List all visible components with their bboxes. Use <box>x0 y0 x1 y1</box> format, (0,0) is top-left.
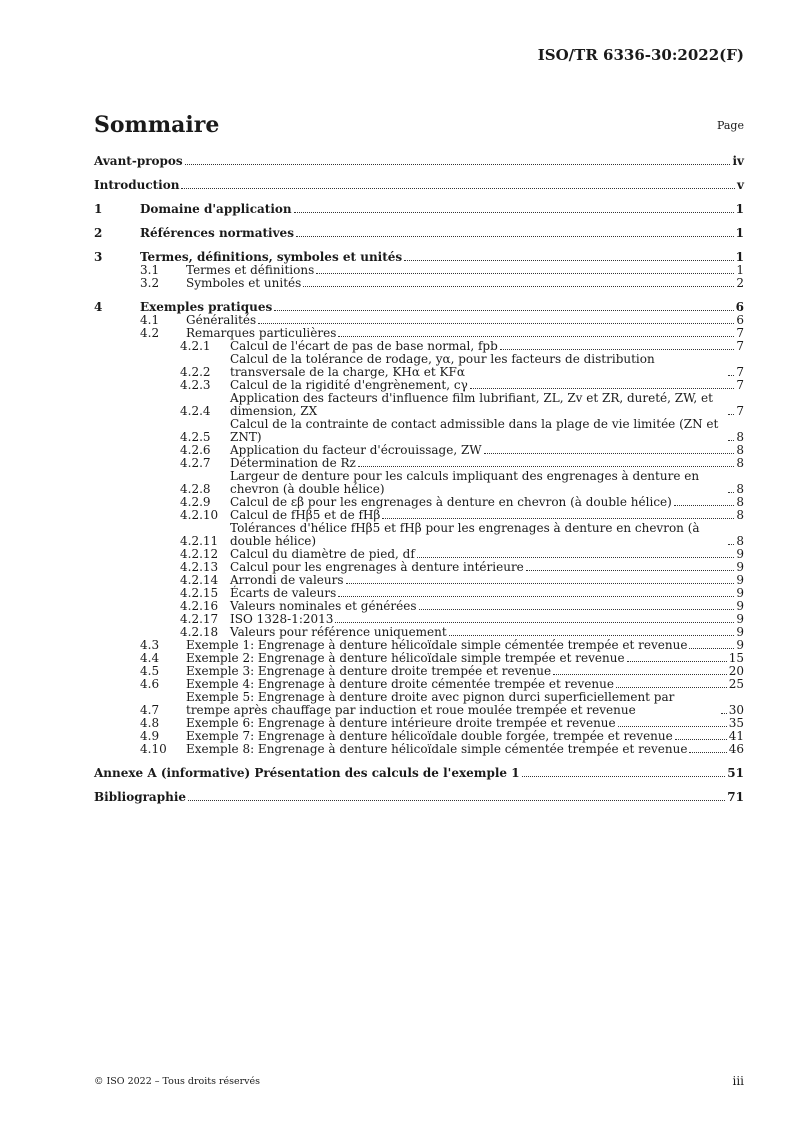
toc-page: 7 <box>736 404 744 418</box>
toc-number: 4.2.12 <box>180 547 219 561</box>
toc-page: 1 <box>736 263 744 277</box>
toc-label: Exemple 3: Engrenage à denture droite trempée et revenue <box>186 664 552 678</box>
toc-number: 4.2.1 <box>180 339 211 353</box>
toc-label: Valeurs nominales et générées <box>230 599 417 613</box>
toc-entry-avant-propos[interactable] <box>94 155 744 168</box>
toc-number: 4.9 <box>140 729 160 743</box>
toc-entry-4-7[interactable] <box>94 691 744 717</box>
toc-page: 9 <box>736 586 744 600</box>
toc-label: Largeur de denture pour les calculs impliquant des engrenages à denture en chevron (à double hélice) <box>230 469 700 496</box>
toc-number: 4.2.11 <box>180 534 219 548</box>
toc-page: 8 <box>736 443 744 457</box>
toc-label: Calcul de εβ pour les engrenages à denture en chevron (à double hélice) <box>230 495 672 509</box>
toc-page: 8 <box>736 508 744 522</box>
toc-number: 4.2.17 <box>180 612 219 626</box>
toc-entry-2[interactable] <box>94 227 744 240</box>
toc-number: 2 <box>94 226 103 240</box>
toc-page: 8 <box>736 534 744 548</box>
toc-number: 4.5 <box>140 664 160 678</box>
toc-label: Remarques particulières <box>186 326 337 340</box>
toc-label: Calcul pour les engrenages à denture intérieure <box>230 560 524 574</box>
toc-page: 71 <box>727 790 744 804</box>
toc-label: Symboles et unités <box>186 276 302 290</box>
toc-label: Arrondi de valeurs <box>230 573 344 587</box>
toc-entry-introduction[interactable] <box>94 179 744 192</box>
toc-number: 4.2.10 <box>180 508 219 522</box>
toc-entry-4-2-4[interactable] <box>94 392 744 418</box>
toc-label: Domaine d'application <box>140 202 292 216</box>
toc-number: 4 <box>94 300 103 314</box>
toc-page: 8 <box>736 495 744 509</box>
toc-page: 7 <box>736 365 744 379</box>
toc-number: 3.1 <box>140 263 160 277</box>
toc-page: 9 <box>736 599 744 613</box>
toc-page: 7 <box>736 339 744 353</box>
toc-number: 4.2.3 <box>180 378 211 392</box>
toc-page: 46 <box>728 742 744 756</box>
toc-label: Exemple 2: Engrenage à denture hélicoïdale simple trempée et revenue <box>186 651 625 665</box>
toc-number: 4.2.15 <box>180 586 219 600</box>
table-of-contents <box>94 155 744 804</box>
toc-label: Exemple 4: Engrenage à denture droite cémentée trempée et revenue <box>186 677 614 691</box>
toc-label: Valeurs pour référence uniquement <box>230 625 447 639</box>
toc-page: 30 <box>728 703 744 717</box>
page-number: iii <box>732 1074 744 1088</box>
toc-label: Écarts de valeurs <box>230 586 337 600</box>
toc-number: 4.2.13 <box>180 560 219 574</box>
copyright-notice: © ISO 2022 – Tous droits réservés <box>94 1076 261 1087</box>
toc-page: 1 <box>735 250 744 264</box>
toc-number: 3 <box>94 250 103 264</box>
page-title: Sommaire <box>94 112 220 138</box>
toc-number: 4.2.14 <box>180 573 219 587</box>
toc-number: 4.2.7 <box>180 456 211 470</box>
toc-page: v <box>737 178 744 192</box>
toc-number: 4.2.5 <box>180 430 211 444</box>
toc-page: 20 <box>728 664 744 678</box>
toc-label: Calcul de la rigidité d'engrènement, cγ <box>230 378 468 392</box>
toc-label: Exemples pratiques <box>140 300 273 314</box>
toc-label: Termes et définitions <box>186 263 315 277</box>
toc-number: 3.2 <box>140 276 160 290</box>
toc-page: 1 <box>735 202 744 216</box>
toc-label: Termes, définitions, symboles et unités <box>140 250 403 264</box>
toc-number: 4.7 <box>140 703 160 717</box>
toc-label: Calcul de la tolérance de rodage, yα, pour les facteurs de distribution transversale de la charge, KHα et KFα <box>230 352 655 379</box>
toc-number: 4.2.16 <box>180 599 219 613</box>
toc-page: 51 <box>727 766 744 780</box>
toc-page: iv <box>732 154 744 168</box>
toc-page: 8 <box>736 430 744 444</box>
toc-entry-annexe-a[interactable] <box>94 767 744 780</box>
toc-page: 7 <box>736 326 744 340</box>
document-id: ISO/TR 6336-30:2022(F) <box>537 46 744 64</box>
toc-number: 4.2.2 <box>180 365 211 379</box>
toc-number: 4.1 <box>140 313 160 327</box>
toc-page: 6 <box>735 300 744 314</box>
toc-label: Application des facteurs d'influence film lubrifiant, ZL, Zv et ZR, dureté, ZW, et dimension, ZX <box>230 391 713 418</box>
toc-entry-4-2-8[interactable] <box>94 470 744 496</box>
toc-page: 6 <box>736 313 744 327</box>
toc-page: 9 <box>736 638 744 652</box>
toc-label: Avant-propos <box>94 154 183 168</box>
toc-page: 9 <box>736 612 744 626</box>
toc-page: 8 <box>736 482 744 496</box>
toc-page: 9 <box>736 560 744 574</box>
toc-label: Exemple 1: Engrenage à denture hélicoïdale simple cémentée trempée et revenue <box>186 638 688 652</box>
toc-label: Introduction <box>94 178 180 192</box>
toc-entry-bibliographie[interactable] <box>94 791 744 804</box>
toc-page: 7 <box>736 378 744 392</box>
toc-number: 4.3 <box>140 638 160 652</box>
toc-entry-4-2-5[interactable] <box>94 418 744 444</box>
toc-number: 4.2.4 <box>180 404 211 418</box>
toc-number: 4.6 <box>140 677 160 691</box>
toc-number: 4.8 <box>140 716 160 730</box>
toc-page: 8 <box>736 456 744 470</box>
toc-page: 2 <box>736 276 744 290</box>
toc-label: Bibliographie <box>94 790 187 804</box>
toc-label: Calcul du diamètre de pied, df <box>230 547 415 561</box>
toc-number: 4.2.6 <box>180 443 211 457</box>
toc-label: Références normatives <box>140 226 294 240</box>
toc-label: ISO 1328-1:2013 <box>230 612 334 626</box>
toc-entry-1[interactable] <box>94 203 744 216</box>
toc-number: 4.4 <box>140 651 160 665</box>
toc-number: 1 <box>94 202 103 216</box>
toc-number: 4.2.8 <box>180 482 211 496</box>
toc-page: 41 <box>728 729 744 743</box>
toc-page: 25 <box>728 677 744 691</box>
toc-page: 9 <box>736 547 744 561</box>
toc-label: Détermination de Rz <box>230 456 356 470</box>
toc-label: Calcul de l'écart de pas de base normal, fpb <box>230 339 498 353</box>
toc-number: 4.2 <box>140 326 160 340</box>
toc-label: Tolérances d'hélice fHβ5 et fHβ pour les engrenages à denture en chevron (à double hélice) <box>230 521 700 548</box>
toc-number: 4.2.9 <box>180 495 211 509</box>
toc-page: 9 <box>736 573 744 587</box>
toc-page: 9 <box>736 625 744 639</box>
toc-label: Calcul de fHβ5 et de fHβ <box>230 508 381 522</box>
toc-label: Exemple 5: Engrenage à denture droite avec pignon durci superficiellement par trempe après chauffage par induction et roue moulée trempée et revenue <box>186 690 675 717</box>
page-column-label: Page <box>716 119 744 132</box>
toc-page: 1 <box>735 226 744 240</box>
toc-label: Annexe A (informative) Présentation des calculs de l'exemple 1 <box>94 766 520 780</box>
toc-number: 4.2.18 <box>180 625 219 639</box>
toc-page: 35 <box>728 716 744 730</box>
toc-entry-4-10[interactable] <box>94 743 744 756</box>
toc-entry-4-2-11[interactable] <box>94 522 744 548</box>
toc-label: Application du facteur d'écrouissage, ZW <box>230 443 482 457</box>
toc-label: Exemple 8: Engrenage à denture hélicoïdale simple cémentée trempée et revenue <box>186 742 688 756</box>
toc-page: 15 <box>728 651 744 665</box>
toc-number: 4.10 <box>140 742 167 756</box>
toc-label: Exemple 6: Engrenage à denture intérieure droite trempée et revenue <box>186 716 616 730</box>
toc-entry-3-2[interactable] <box>94 277 744 290</box>
toc-label: Calcul de la contrainte de contact admissible dans la plage de vie limitée (ZN et ZNT) <box>230 417 719 444</box>
toc-label: Généralités <box>186 313 257 327</box>
toc-label: Exemple 7: Engrenage à denture hélicoïdale double forgée, trempée et revenue <box>186 729 673 743</box>
toc-entry-4-2-2[interactable] <box>94 353 744 379</box>
